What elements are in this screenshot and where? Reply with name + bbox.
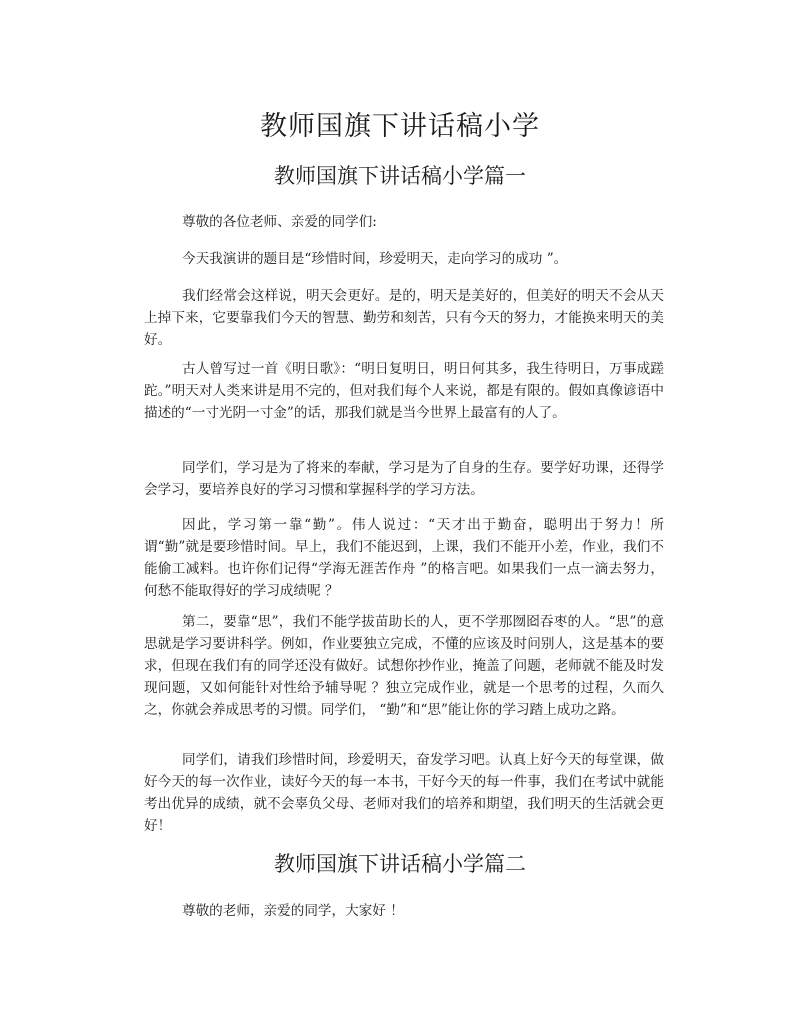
paragraph: 因此，学习第一靠“勤”。伟人说过：“天才出于勤奋，聪明出于努力！所谓“勤”就是要珍惜时间。早上，我们不能迟到，上课，我们不能开小差，作业，我们不能偷工减料。也许你们记得“学海无涯苦作舟 ”的格言吧。如果我们一点一滴去努力，何愁不能取得好的学习成绩呢 ？ xyxy=(144,517,664,599)
paragraph: 同学们，请我们珍惜时间，珍爱明天，奋发学习吧。认真上好今天的每堂课，做好今天的每一次作业，读好今天的每一本书，干好今天的每一件事，我们在考试中就能考出优异的成绩，就不会辜负父母、老师对我们的培养和期望，我们明天的生活就会更好！ xyxy=(144,752,664,834)
document-title: 教师国旗下讲话稿小学 xyxy=(260,111,540,142)
paragraph: 同学们，学习是为了将来的奉献，学习是为了自身的生存。要学好功课，还得学会学习，要培养良好的学习习惯和掌握科学的学习方法。 xyxy=(144,460,664,498)
paragraph: 我们经常会这样说，明天会更好。是的，明天是美好的，但美好的明天不会从天上掉下来，它要靠我们今天的智慧、勤劳和刻苦，只有今天的努力，才能换来明天的美好。 xyxy=(144,288,664,348)
paragraph: 第二，要靠“思”，我们不能学拔苗助长的人，更不学那囫囵吞枣的人。“思”的意思就是学习要讲科学。例如，作业要独立完成，不懂的应该及时问别人，这是基本的要求，但现在我们有的同学还没有做好。试想你抄作业，掩盖了问题，老师就不能及时发现问题，又如何能针对性给予辅导呢 ？独立完成作业，就是一个思考的过程，久而久之，你就会养成思考的习惯。同学们， “勤”和“思”能让你的学习踏上成功之路。 xyxy=(144,614,664,718)
paragraph-salutation: 尊敬的各位老师、亲爱的同学们: xyxy=(182,214,377,230)
section-title-1: 教师国旗下讲话稿小学篇一 xyxy=(274,164,526,188)
section-title-2: 教师国旗下讲话稿小学篇二 xyxy=(274,852,526,876)
paragraph: 古人曾写过一首《明日歌》：“明日复明日，明日何其多，我生待明日，万事成蹉跎。”明天对人类来讲是用不完的，但对我们每个人来说，都是有限的。假如真像谚语中描述的“一寸光阴一寸金”的话，那我们就是当今世界上最富有的人了。 xyxy=(144,361,664,421)
paragraph-salutation: 尊敬的老师，亲爱的同学，大家好 ！ xyxy=(182,903,404,919)
paragraph-topic: 今天我演讲的题目是“珍惜时间，珍爱明天，走向学习的成功 ”。 xyxy=(182,251,568,267)
